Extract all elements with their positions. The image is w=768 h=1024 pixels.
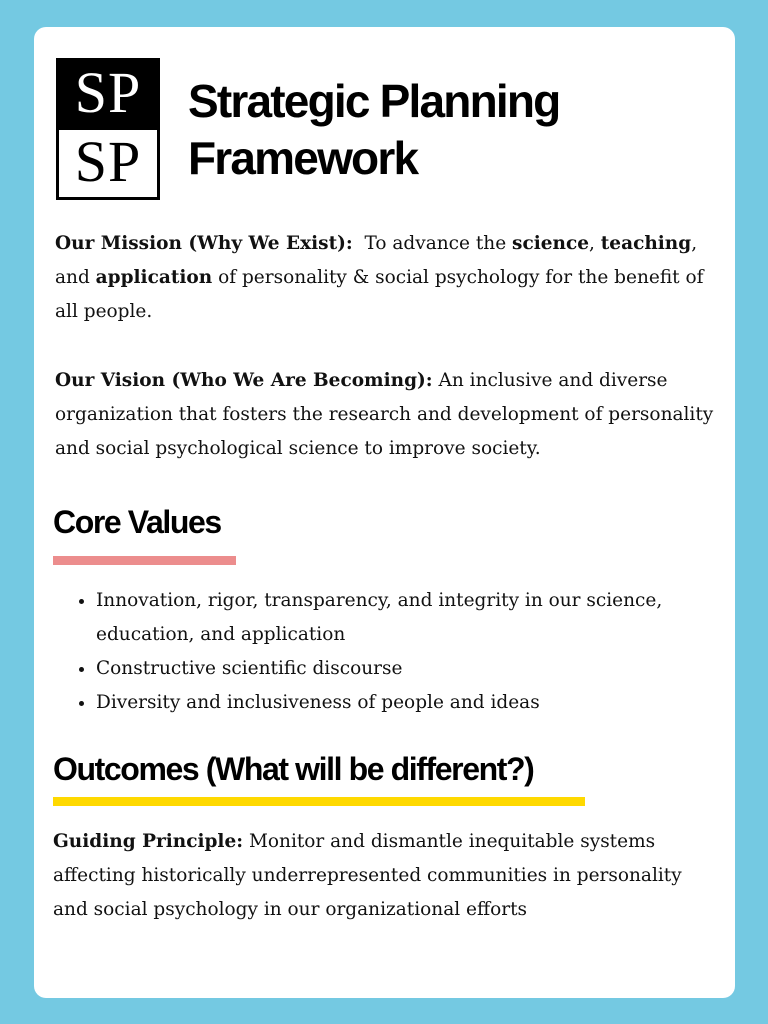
- vision-label: Our Vision (Who We Are Becoming):: [55, 370, 433, 391]
- mission-text-2: ,: [589, 233, 601, 254]
- guiding-principle-paragraph: [53, 825, 713, 927]
- mission-keyword-science: science: [512, 233, 589, 254]
- logo-bottom-text: SP: [56, 127, 160, 200]
- mission-keyword-application: application: [95, 267, 213, 288]
- mission-keyword-teaching: teaching: [600, 233, 692, 254]
- guiding-principle-text: Monitor and dismantle inequitable systems affecting historically underrepresented communities in personality and social psychology in our organizational efforts: [53, 831, 682, 920]
- mission-text-1: To advance the: [352, 233, 513, 254]
- mission-label: Our Mission (Why We Exist):: [55, 233, 353, 254]
- core-values-list: [72, 584, 696, 720]
- mission-paragraph: [55, 227, 715, 329]
- list-item: • Innovation, rigor, transparency, and integrity in our science, education, and application: [96, 584, 696, 652]
- list-item: • Diversity and inclusiveness of people and ideas: [96, 686, 696, 720]
- vision-text: An inclusive and diverse organization that fosters the research and development of personality and social psychological science to improve society.: [55, 370, 714, 459]
- core-values-heading: Core Values: [53, 504, 221, 540]
- page-title: Strategic Planning Framework: [188, 75, 560, 184]
- logo-top-text: SP: [56, 58, 160, 127]
- core-values-underline: [53, 556, 236, 565]
- spsp-logo: [56, 58, 160, 200]
- outcomes-underline: [53, 797, 585, 806]
- guiding-principle-label: Guiding Principle:: [53, 831, 244, 852]
- vision-paragraph: [55, 364, 715, 466]
- list-item: • Constructive scientific discourse: [96, 652, 696, 686]
- outcomes-heading: Outcomes (What will be different?): [53, 751, 534, 787]
- mission-text-4: of personality & social psychology for the benefit of all people.: [55, 267, 704, 322]
- mission-text-3: , and: [55, 233, 698, 288]
- framework-card: [34, 27, 735, 998]
